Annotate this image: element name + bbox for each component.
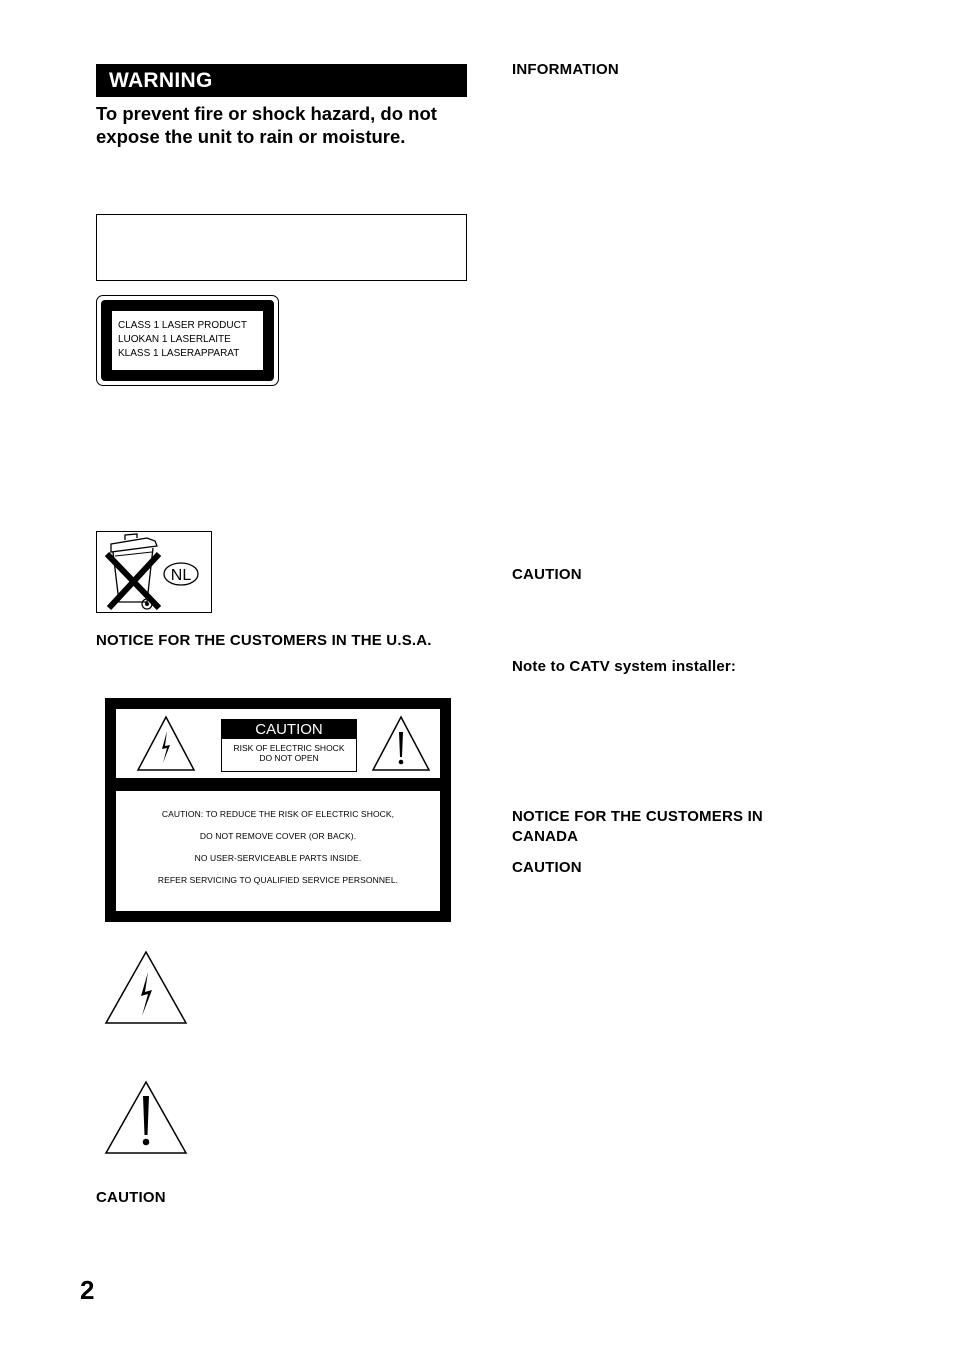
laser-label-line: KLASS 1 LASERAPPARAT	[118, 348, 240, 359]
lightning-triangle-icon	[136, 715, 196, 772]
caution-panel-text	[116, 791, 440, 911]
caution-canada-heading: CAUTION	[512, 859, 582, 876]
caution-panel-line: CAUTION: TO REDUCE THE RISK OF ELECTRIC SHOCK,	[161, 809, 395, 819]
battery-disposal-mark	[96, 531, 212, 613]
catv-note-heading: Note to CATV system installer:	[512, 658, 737, 675]
lightning-triangle-icon	[104, 950, 188, 1025]
notice-usa-heading: NOTICE FOR THE CUSTOMERS IN THE U.S.A.	[96, 632, 432, 649]
caution-label-title: CAUTION	[222, 720, 356, 739]
laser-label-body	[112, 311, 263, 370]
caution-panel-line: REFER SERVICING TO QUALIFIED SERVICE PERSONNEL.	[157, 875, 399, 885]
caution-label	[221, 719, 357, 772]
caution-panel-line: NO USER-SERVICEABLE PARTS INSIDE.	[194, 853, 362, 863]
caution-panel	[105, 698, 451, 922]
warning-title: WARNING	[96, 64, 467, 97]
caution-heading: CAUTION	[512, 566, 582, 583]
empty-frame	[96, 214, 467, 281]
caution-heading: CAUTION	[96, 1189, 166, 1206]
warning-text: To prevent fire or shock hazard, do not expose the unit to rain or moisture.	[96, 103, 437, 147]
caution-panel-top	[116, 709, 440, 778]
caution-label-line: RISK OF ELECTRIC SHOCK	[233, 743, 345, 753]
laser-label-line: CLASS 1 LASER PRODUCT	[118, 320, 247, 331]
exclamation-triangle-icon	[104, 1080, 188, 1155]
battery-mark-text: NL	[170, 567, 192, 584]
laser-label-frame	[101, 300, 274, 381]
information-heading: INFORMATION	[512, 61, 619, 78]
exclamation-triangle-icon	[371, 715, 431, 772]
crossed-bin-icon	[97, 532, 211, 612]
caution-label-line: DO NOT OPEN	[259, 753, 319, 763]
page-number: 2	[80, 1275, 95, 1305]
laser-label-line: LUOKAN 1 LASERLAITE	[118, 334, 231, 345]
laser-product-label	[96, 295, 279, 386]
caution-panel-line: DO NOT REMOVE COVER (OR BACK).	[199, 831, 357, 841]
notice-canada-heading: NOTICE FOR THE CUSTOMERS IN CANADA	[512, 808, 763, 845]
